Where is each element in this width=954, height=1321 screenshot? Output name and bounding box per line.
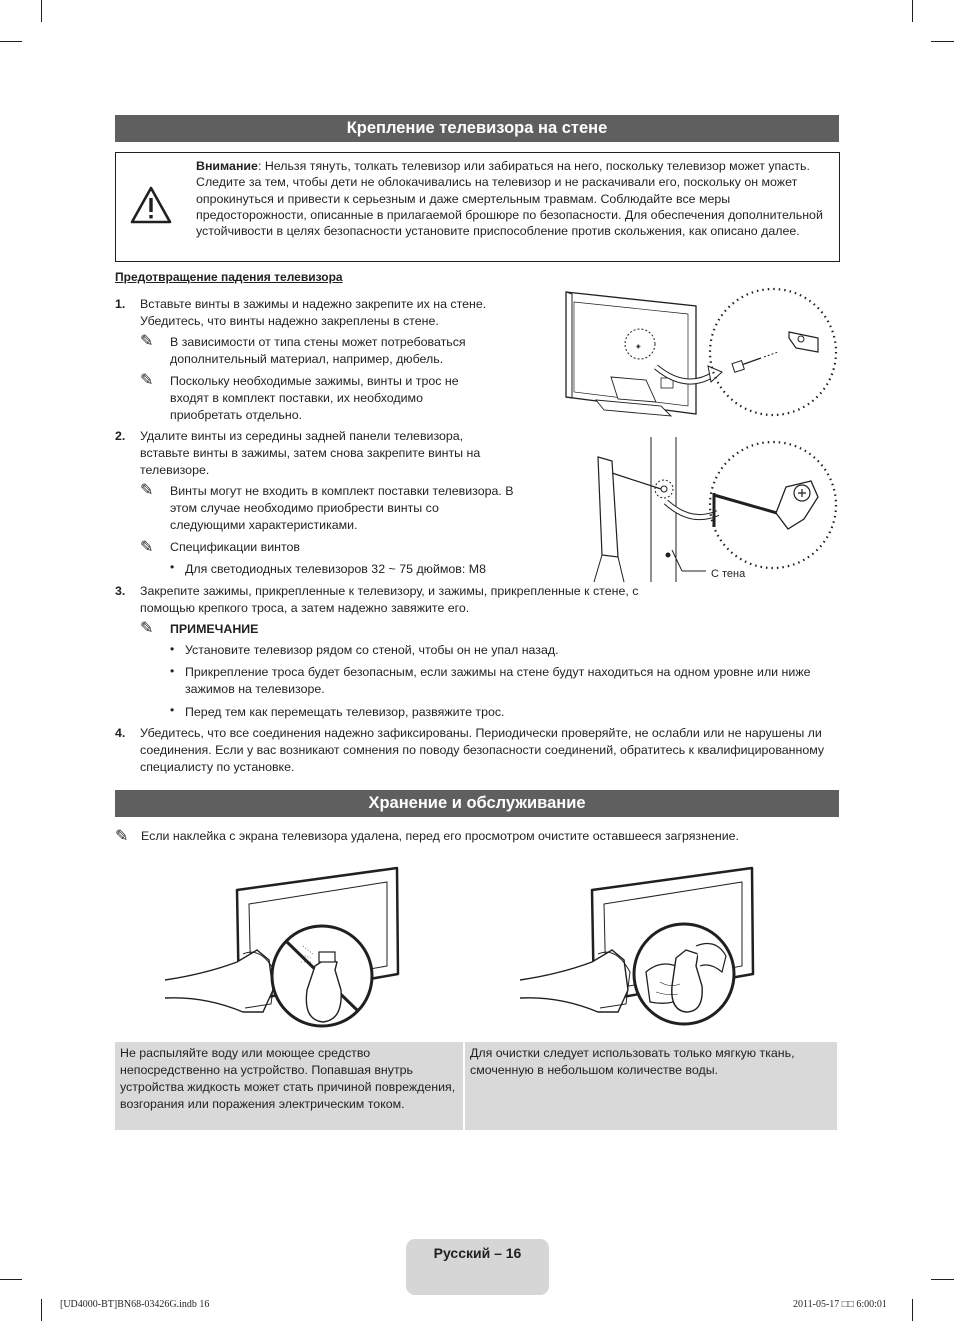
print-slug-file: [UD4000-BT]BN68-03426G.indb 16 [60,1299,210,1310]
crop-mark [0,1279,22,1280]
crop-mark [41,1299,42,1321]
bullet-text: Для светодиодных телевизоров 32 ~ 75 дюймов: M8 [185,562,486,576]
crop-mark [912,1299,913,1321]
tv-back-bracket-illustration [556,282,846,437]
note-text: Поскольку необходимые зажимы, винты и трос не входят в комплект поставки, их необходимо приобретать отдельно. [170,374,459,422]
caption-no-spray: Не распыляйте воду или моющее средство непосредственно на устройство. Попавшая внутрь устройства жидкость может стать причиной повреждения, возгорания или поражения электрическим током. [115,1042,463,1130]
print-slug-date: 2011-05-17 □□ 6:00:01 [793,1299,887,1310]
wall-label: С тена [711,568,746,580]
note-text: Винты могут не входить в комплект поставки телевизора. В этом случае необходимо приобрести винты со следующими характеристиками. [170,484,514,532]
step-text: Вставьте винты в зажимы и надежно закрепите их на стене. Убедитесь, что винты надежно закреплены в стене. [140,297,487,328]
page-number-tab: Русский – 16 [406,1239,549,1295]
subheading-fall-prevention: Предотвращение падения телевизора [115,270,343,284]
warning-body: : Нельзя тянуть, толкать телевизор или забираться на него, поскольку телевизор может упасть. Следите за тем, чтобы дети не облокачивались на телевизор и не раскачивали его, поскольку он может опрокинуться и привести к серьезным и даже смертельным травмам. Соблюдайте все меры предосторожности, описанные в прилагаемой брошюре по безопасности. Для обеспечения дополнительной устойчивости в целях безопасности установите приспособление против скольжения, как описано далее. [196,159,823,239]
no-spray-illustration [165,862,415,1032]
note-pencil-icon: ✎ [140,372,154,389]
bullet-text: Прикрепление троса будет безопасным, если зажимы на стене будут находиться на одном уровне или ниже зажимов на телевизоре. [185,665,811,696]
bullet-text: Перед тем как перемещать телевизор, развяжите трос. [185,705,505,719]
caption-soft-cloth: Для очистки следует использовать только мягкую ткань, смоченную в небольшом количестве воды. [465,1042,837,1130]
step-number: 4. [115,726,126,740]
bullet-text: Установите телевизор рядом со стеной, чтобы он не упал назад. [185,643,559,657]
note-pencil-icon: ✎ [140,333,154,350]
note-pencil-icon: ✎ [115,828,129,845]
svg-text:◈: ◈ [636,344,641,350]
section-title-wall-mount: Крепление телевизора на стене [115,115,839,142]
note-pencil-icon: ✎ [140,539,154,556]
crop-mark [931,1279,954,1280]
bullet: • [170,664,175,678]
note-text: В зависимости от типа стены может потребоваться дополнительный материал, например, дюбель. [170,335,466,366]
warning-box [115,152,840,262]
step-number: 1. [115,297,126,311]
warning-text [196,158,826,239]
note-pencil-icon: ✎ [140,620,154,637]
note-text: Спецификации винтов [170,540,301,554]
crop-mark [931,41,954,42]
sticker-note: Если наклейка с экрана телевизора удалена, перед его просмотром очистите оставшееся загрязнение. [141,829,739,843]
warning-triangle-icon [130,186,172,224]
bullet: • [170,560,175,574]
bullet: • [170,703,175,717]
warning-label: Внимание [196,159,258,173]
note-pencil-icon: ✎ [140,482,154,499]
crop-mark [912,0,913,22]
step-number: 2. [115,429,126,443]
crop-mark [41,0,42,22]
step-text: Закрепите зажимы, прикрепленные к телевизору, и зажимы, прикрепленные к стене, с помощью крепкого троса, а затем надежно завяжите его. [140,584,639,615]
soft-cloth-illustration [520,862,770,1032]
step-text: Убедитесь, что все соединения надежно зафиксированы. Периодически проверяйте, не ослабли или не нарушены ли соединения. Если у вас возникают сомнения по поводу безопасности соединений, обратитесь к квалифицированному специалисту по установке. [140,726,825,774]
bullet: • [170,642,175,656]
tv-side-cable-illustration [566,437,846,587]
step-text: Удалите винты из середины задней панели телевизора, вставьте винты в зажимы, затем снова закрепите винты на телевизоре. [140,429,481,477]
note-label: ПРИМЕЧАНИЕ [170,622,259,636]
crop-mark [0,41,22,42]
step-number: 3. [115,584,126,598]
section-title-storage: Хранение и обслуживание [115,790,839,817]
